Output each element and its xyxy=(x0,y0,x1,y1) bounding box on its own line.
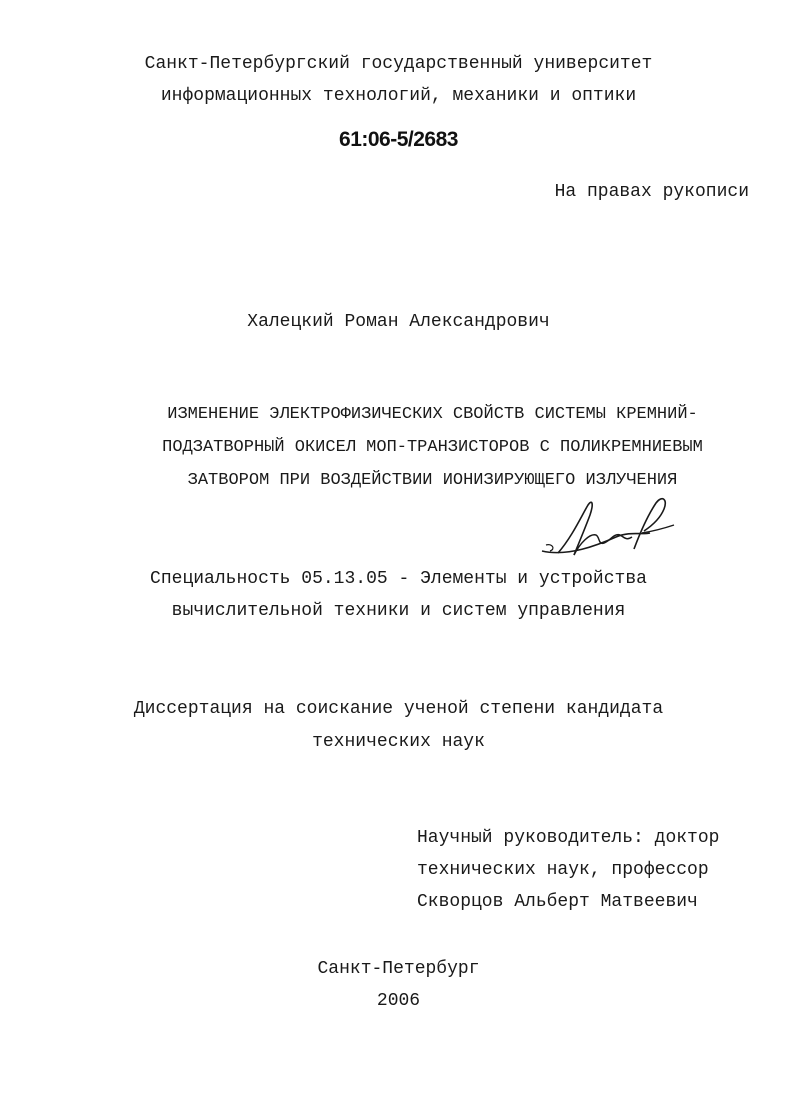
specialty-line-2: вычислительной техники и систем управления xyxy=(171,601,626,621)
university-line-1: Санкт-Петербургский государственный университет xyxy=(144,54,653,74)
footer-city: Санкт-Петербург xyxy=(317,959,480,979)
thesis-title-line-3: ЗАТВОРОМ ПРИ ВОЗДЕЙСТВИИ ИОНИЗИРУЮЩЕГО ИЗЛУЧЕНИЯ xyxy=(187,471,678,490)
specialty-line-1: Специальность 05.13.05 - Элементы и устройства xyxy=(150,569,647,589)
footer-year: 2006 xyxy=(376,991,421,1011)
advisor-line-1: Научный руководитель: доктор xyxy=(417,828,720,848)
advisor-line-3: Скворцов Альберт Матвеевич xyxy=(417,892,698,912)
manuscript-note: На правах рукописи xyxy=(554,182,749,202)
university-line-2: информационных технологий, механики и оптики xyxy=(160,86,637,106)
signature-icon xyxy=(538,493,678,563)
degree-line-2: технических наук xyxy=(312,732,485,752)
catalog-code: 61:06-5/2683 xyxy=(339,128,458,151)
author-name: Халецкий Роман Александрович xyxy=(247,312,550,332)
thesis-title-line-2: ПОДЗАТВОРНЫЙ ОКИСЕЛ МОП-ТРАНЗИСТОРОВ С ПОЛИКРЕМНИЕВЫМ xyxy=(162,438,703,457)
thesis-title-line-1: ИЗМЕНЕНИЕ ЭЛЕКТРОФИЗИЧЕСКИХ СВОЙСТВ СИСТЕМЫ КРЕМНИЙ- xyxy=(167,405,698,424)
degree-line-1: Диссертация на соискание ученой степени кандидата xyxy=(133,699,664,719)
advisor-line-2: технических наук, профессор xyxy=(417,860,709,880)
